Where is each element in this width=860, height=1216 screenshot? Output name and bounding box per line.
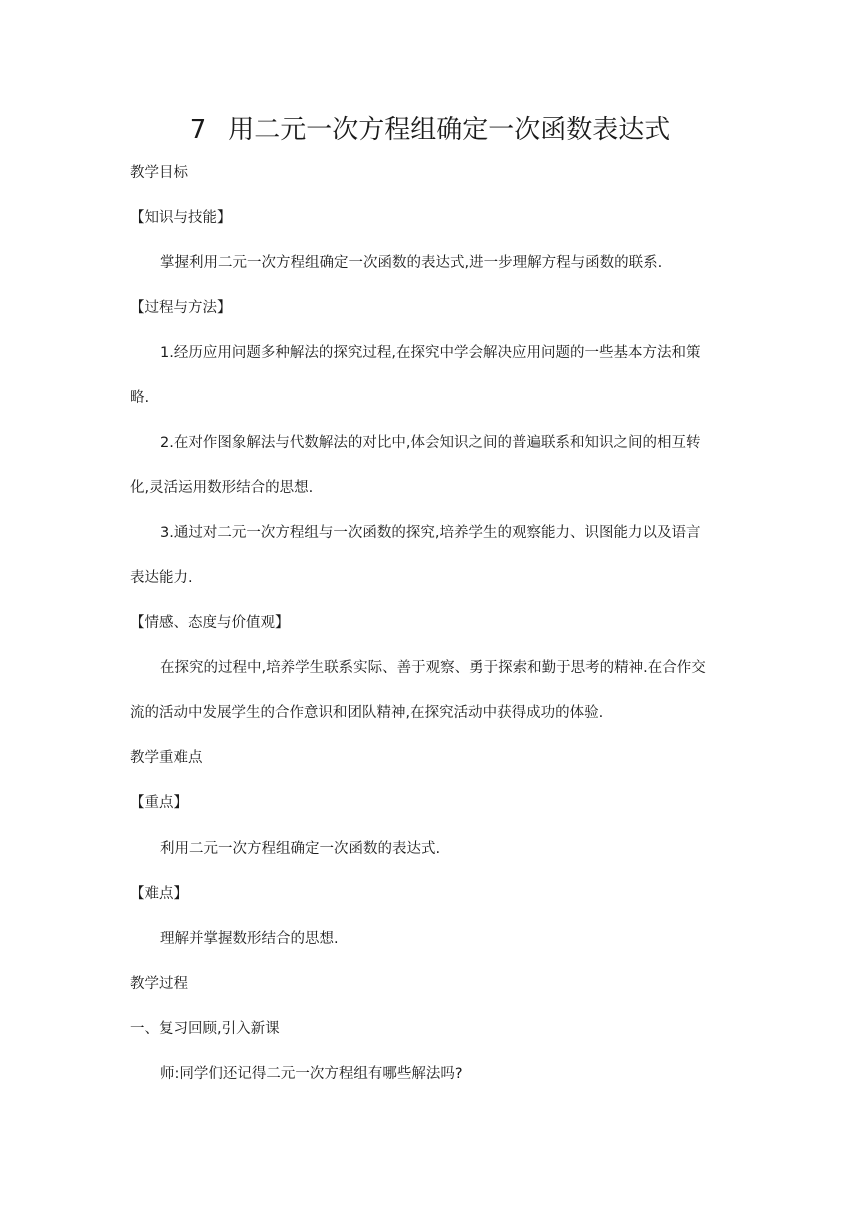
subheading-review-introduce: 一、复习回顾,引入新课 <box>130 1021 280 1037</box>
paragraph-key-point: 利用二元一次方程组确定一次函数的表达式. <box>160 841 441 857</box>
subheading-process-methods: 【过程与方法】 <box>130 300 232 316</box>
paragraph-teacher-question: 师:同学们还记得二元一次方程组有哪些解法吗? <box>160 1066 463 1082</box>
document-title <box>0 112 860 148</box>
section-heading-teaching-objectives: 教学目标 <box>130 165 188 181</box>
paragraph-emotion-line-2: 流的活动中发展学生的合作意识和团队精神,在探究活动中获得成功的体验. <box>130 705 604 721</box>
paragraph-process-2-line-1: 2.在对作图象解法与代数解法的对比中,体会知识之间的普遍联系和知识之间的相互转 <box>160 435 701 451</box>
title-text: 用二元一次方程组确定一次函数表达式 <box>228 115 671 145</box>
subheading-emotion-values: 【情感、态度与价值观】 <box>130 615 290 631</box>
paragraph-emotion-line-1: 在探究的过程中,培养学生联系实际、善于观察、勇于探索和勤于思考的精神.在合作交 <box>160 660 706 676</box>
paragraph-process-1-line-1: 1.经历应用问题多种解法的探究过程,在探究中学会解决应用问题的一些基本方法和策 <box>160 345 701 361</box>
paragraph-process-2-line-2: 化,灵活运用数形结合的思想. <box>130 480 314 496</box>
title-number: 7 <box>189 115 207 145</box>
paragraph-difficult-point: 理解并掌握数形结合的思想. <box>160 931 339 947</box>
section-heading-key-difficult-points: 教学重难点 <box>130 750 203 766</box>
subheading-difficult-point: 【难点】 <box>130 886 188 902</box>
paragraph-process-3-line-2: 表达能力. <box>130 570 193 586</box>
subheading-key-point: 【重点】 <box>130 795 188 811</box>
section-heading-teaching-process: 教学过程 <box>130 976 188 992</box>
paragraph-knowledge-skills: 掌握利用二元一次方程组确定一次函数的表达式,进一步理解方程与函数的联系. <box>160 255 663 271</box>
subheading-knowledge-skills: 【知识与技能】 <box>130 210 232 226</box>
paragraph-process-1-line-2: 略. <box>130 390 150 406</box>
paragraph-process-3-line-1: 3.通过对二元一次方程组与一次函数的探究,培养学生的观察能力、识图能力以及语言 <box>160 525 701 541</box>
